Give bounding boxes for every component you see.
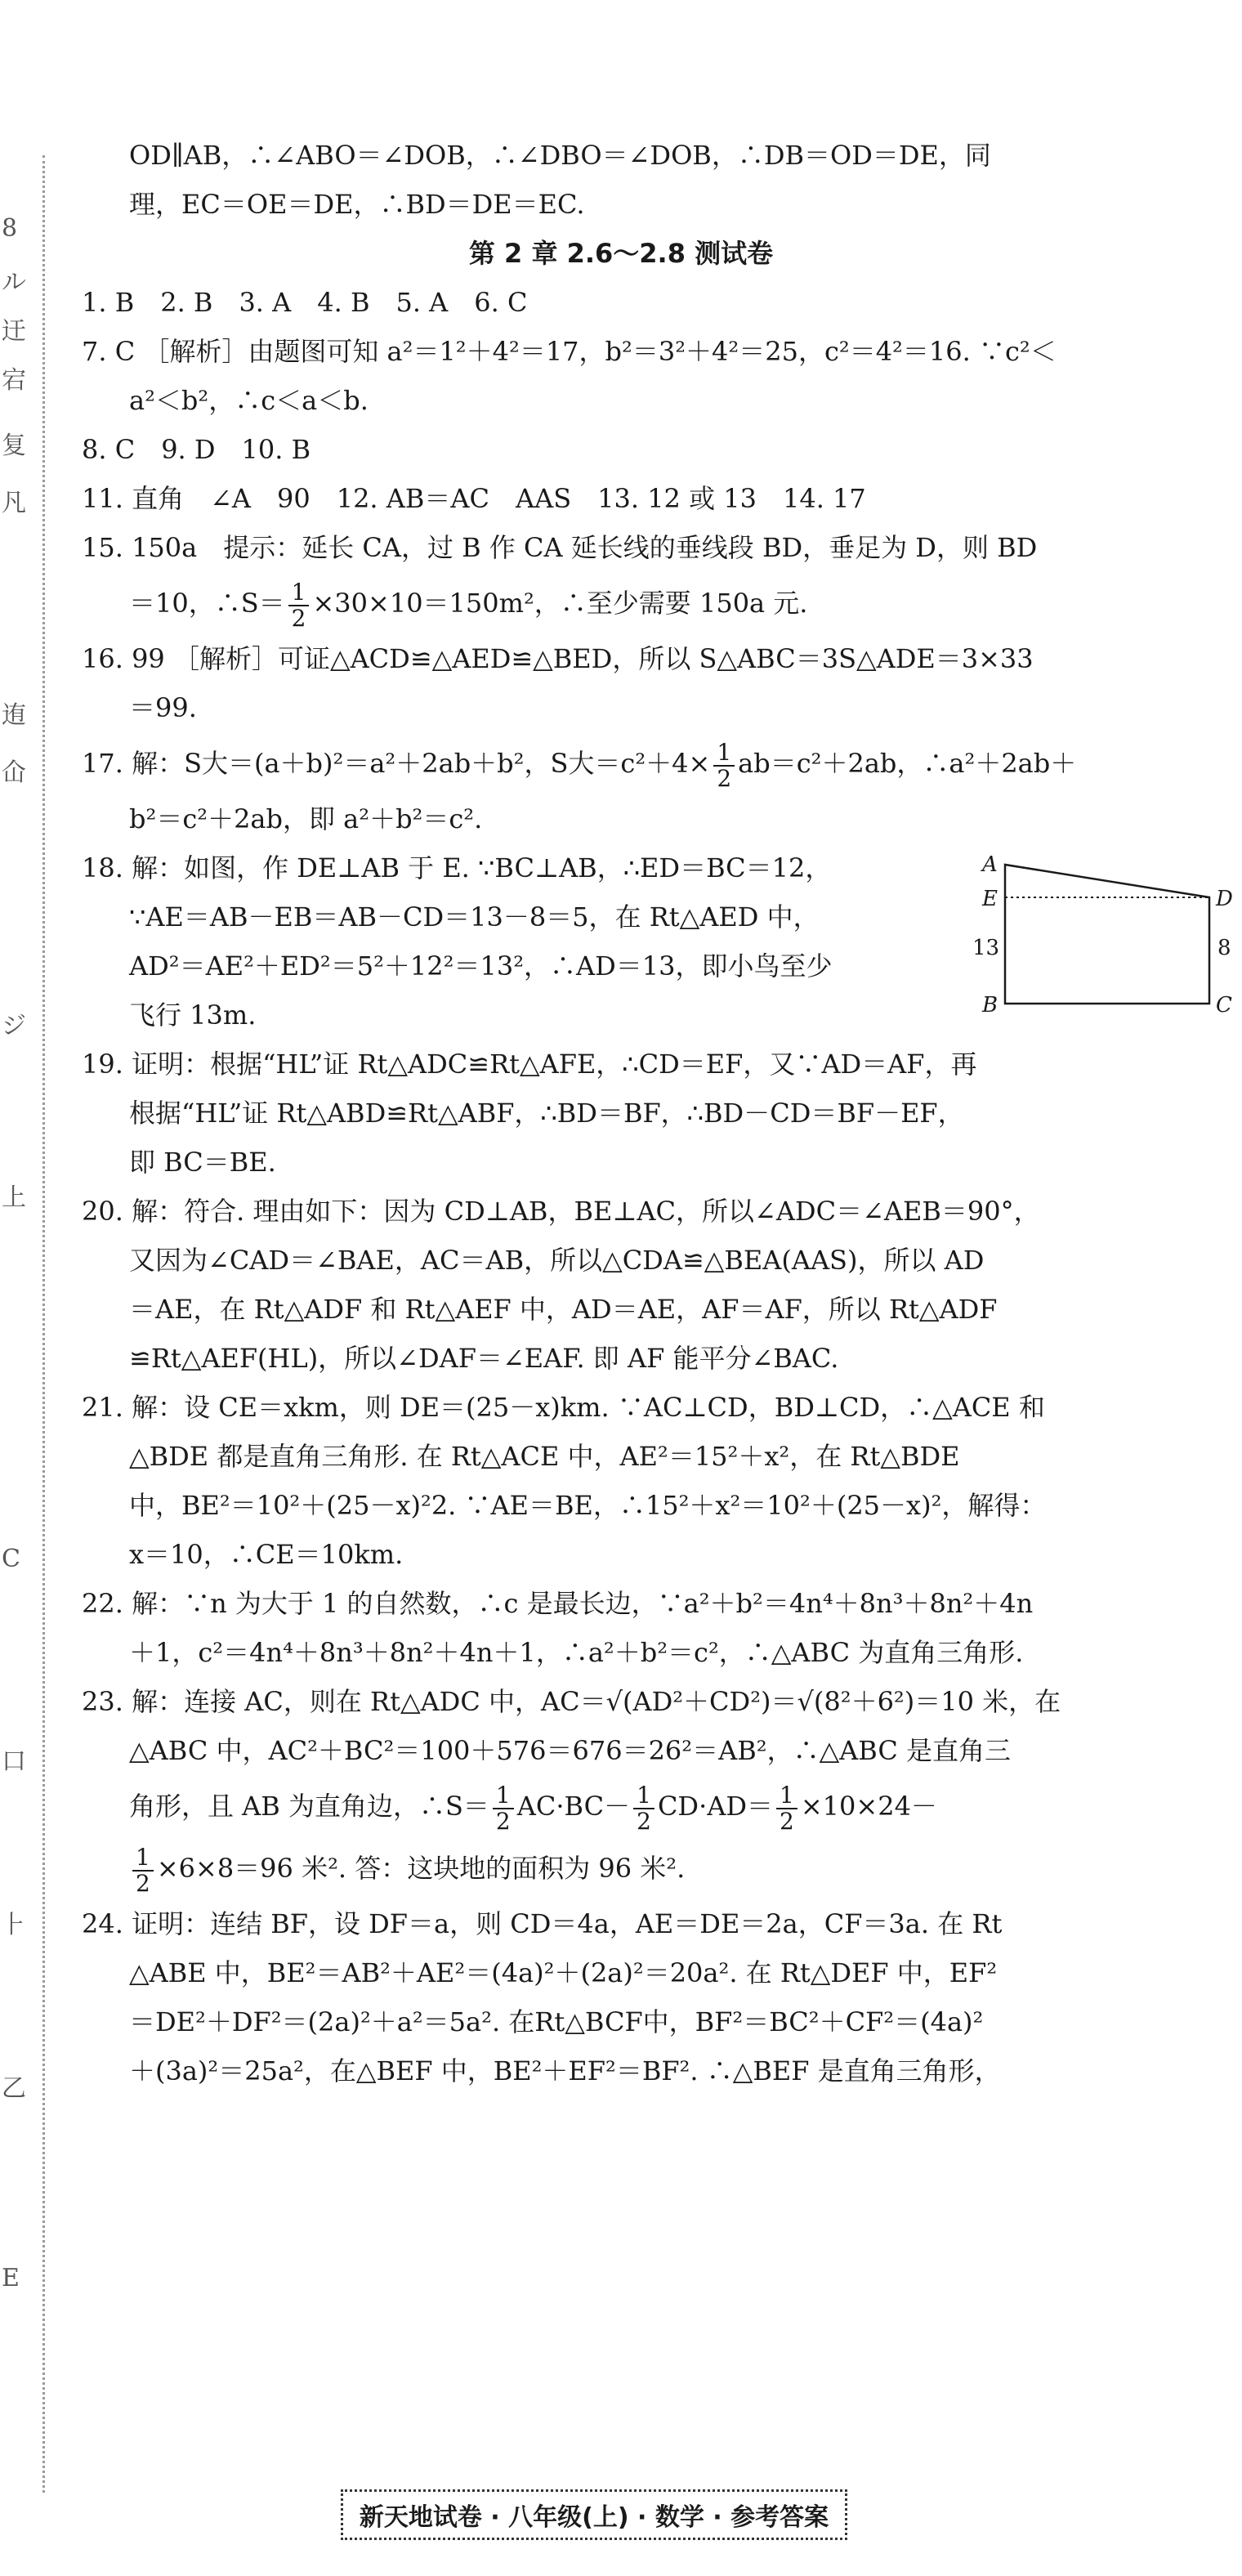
answer-line: 15. 150a 提示：延长 CA，过 B 作 CA 延长线的垂线段 BD，垂足为 D，则 BD — [82, 532, 1038, 563]
edge-char: 迶 — [2, 701, 26, 730]
answer-line: 18. 解：如图，作 DE⊥AB 于 E. ∵BC⊥AB，∴ED＝BC＝12， — [82, 852, 832, 883]
fraction-den: 2 — [717, 764, 732, 792]
text-span: AC·BC－ — [516, 1791, 631, 1822]
answer-line: 21. 解：设 CE＝xkm，则 DE＝(25－x)km. ∵AC⊥CD，BD⊥CD，∴△ACE 和 — [82, 1392, 1045, 1423]
answer-line: 23. 解：连接 AC，则在 Rt△ADC 中，AC＝√(AD²＋CD²)＝√(8²＋6²)＝10 米，在 — [82, 1686, 1061, 1717]
page-footer — [0, 2489, 1188, 2540]
figure-label-d: D — [1216, 887, 1233, 911]
answer-line: 7. C ［解析］由题图可知 a²＝1²＋4²＝17，b²＝3²＋4²＝25，c²＝4²＝16. ∵c²＜ — [82, 336, 1057, 367]
text-line — [82, 1837, 1160, 1899]
text-line: 中，BE²＝10²＋(25－x)²2. ∵AE＝BE，∴15²＋x²＝10²＋(25－x)²，解得： — [129, 1490, 1047, 1521]
edge-char: ジ — [2, 1012, 26, 1040]
text-line: x＝10，∴CE＝10km. — [129, 1539, 404, 1570]
text-line — [82, 572, 1160, 634]
text-span: ＝10，∴S＝ — [129, 588, 285, 619]
figure-label-a: A — [982, 852, 998, 877]
section-title: 第 2 章 2.6～2.8 测试卷 — [468, 238, 774, 269]
binding-margin — [0, 0, 41, 2452]
fraction — [132, 1845, 154, 1896]
text-span: CD·AD＝ — [657, 1791, 774, 1822]
fraction — [776, 1783, 797, 1834]
text-line: ＝AE，在 Rt△ADF 和 Rt△AEF 中，AD＝AE，AF＝AF，所以 Rt△ADF — [129, 1294, 998, 1325]
answer-line: 20. 解：符合. 理由如下：因为 CD⊥AB，BE⊥AC，所以∠ADC＝∠AEB＝90°， — [82, 1196, 1040, 1227]
fraction — [493, 1783, 514, 1834]
text-span: ×10×24－ — [800, 1791, 937, 1822]
text-line: ＋1，c²＝4n⁴＋8n³＋8n²＋4n＋1，∴a²＋b²＝c²，∴△ABC 为直角三角形. — [129, 1637, 1024, 1668]
text-span: 17. 解：S大＝(a＋b)²＝a²＋2ab＋b²，S大＝c²＋4× — [82, 748, 711, 779]
edge-char: C — [2, 1545, 20, 1573]
edge-char: 凡 — [2, 489, 26, 517]
answer-line: 11. 直角 ∠A 90 12. AB＝AC AAS 13. 12 或 13 14. 17 — [82, 483, 866, 514]
text-line: 根据“HL”证 Rt△ABD≌Rt△ABF，∴BD＝BF，∴BD－CD＝BF－EF， — [129, 1098, 964, 1129]
question-18 — [82, 843, 1233, 1040]
text-line: △ABC 中，AC²＋BC²＝100＋576＝676＝26²＝AB²，∴△ABC 是直角三 — [129, 1735, 1012, 1766]
fraction-den: 2 — [291, 604, 306, 632]
edge-char: 迀 — [2, 317, 26, 346]
edge-char: 仚 — [2, 758, 26, 787]
edge-char: E — [2, 2264, 20, 2292]
answer-line: 16. 99 ［解析］可证△ACD≌△AED≌△BED，所以 S△ABC＝3S△ADE＝3×33 — [82, 643, 1034, 674]
answer-line — [82, 732, 1160, 794]
text-line: ＋(3a)²＝25a²，在△BEF 中，BE²＋EF²＝BF². ∴△BEF 是直角三角形， — [129, 2055, 1001, 2086]
edge-char: 宕 — [2, 366, 26, 395]
text-line: △BDE 都是直角三角形. 在 Rt△ACE 中，AE²＝15²＋x²，在 Rt△BDE — [129, 1441, 960, 1472]
text-line: ∵AE＝AB－EB＝AB－CD＝13－8＝5，在 Rt△AED 中， — [129, 901, 820, 932]
text-line: OD∥AB，∴∠ABO＝∠DOB，∴∠DBO＝∠DOB，∴DB＝OD＝DE，同 — [129, 140, 991, 171]
fraction-num: 1 — [633, 1783, 655, 1809]
answer-line: 1. B 2. B 3. A 4. B 5. A 6. C — [82, 287, 528, 318]
answer-line: 24. 证明：连结 BF，设 DF＝a，则 CD＝4a，AE＝DE＝2a，CF＝3a. 在 Rt — [82, 1908, 1003, 1939]
text-line: ＝99. — [129, 692, 197, 723]
figure-side-13: 13 — [972, 936, 1000, 960]
figure-label-e: E — [982, 887, 998, 911]
edge-char: 口 — [2, 1747, 26, 1776]
fraction — [633, 1783, 655, 1834]
text-span: ×6×8＝96 米². 答：这块地的面积为 96 米². — [156, 1853, 686, 1884]
fraction-den: 2 — [495, 1807, 511, 1835]
fraction-num: 1 — [776, 1783, 797, 1809]
text-line: 飞行 13m. — [129, 1000, 257, 1031]
fraction-den: 2 — [136, 1869, 150, 1897]
fraction — [288, 580, 310, 631]
footer-label: 新天地试卷 · 八年级(上) · 数学 · 参考答案 — [341, 2489, 847, 2540]
text-line — [82, 1775, 1160, 1837]
figure-label-c: C — [1216, 993, 1232, 1017]
figure-side-8: 8 — [1217, 936, 1231, 960]
fraction-num: 1 — [132, 1845, 154, 1872]
text-line: 又因为∠CAD＝∠BAE，AC＝AB，所以△CDA≌△BEA(AAS)，所以 AD — [129, 1245, 985, 1276]
answer-line: 22. 解：∵n 为大于 1 的自然数，∴c 是最长边，∵a²＋b²＝4n⁴＋8n³＋8n²＋4n — [82, 1588, 1034, 1619]
figure-outline — [1005, 865, 1209, 1004]
text-line: △ABE 中，BE²＝AB²＋AE²＝(4a)²＋(2a)²＝20a². 在 Rt△DEF 中，EF² — [129, 1957, 998, 1988]
edge-char: 上 — [2, 1183, 26, 1212]
edge-char: 8 — [2, 214, 18, 243]
edge-char: ル — [2, 268, 26, 297]
text-line: a²＜b²，∴c＜a＜b. — [129, 385, 369, 416]
text-line: AD²＝AE²＋ED²＝5²＋12²＝13²，∴AD＝13，即小鸟至少 — [129, 950, 833, 982]
text-line: ≌Rt△AEF(HL)，所以∠DAF＝∠EAF. 即 AF 能平分∠BAC. — [129, 1343, 839, 1374]
text-span: 角形，且 AB 为直角边，∴S＝ — [129, 1791, 489, 1822]
trapezoid-figure — [964, 848, 1242, 1036]
text-line: ＝DE²＋DF²＝(2a)²＋a²＝5a². 在Rt△BCF中，BF²＝BC²＋CF²＝(4a)² — [129, 2006, 984, 2037]
text-span: ab＝c²＋2ab，∴a²＋2ab＋ — [738, 748, 1077, 779]
edge-char: 乙 — [2, 2074, 26, 2103]
fraction-num: 1 — [493, 1783, 514, 1809]
fraction-num: 1 — [288, 580, 310, 606]
fraction — [713, 740, 735, 791]
figure-label-b: B — [982, 993, 999, 1017]
answer-line: 8. C 9. D 10. B — [82, 434, 311, 465]
text-line: 即 BC＝BE. — [129, 1147, 276, 1178]
text-line: b²＝c²＋2ab，即 a²＋b²＝c². — [129, 803, 483, 834]
answer-content — [82, 131, 1233, 2095]
cut-line — [42, 155, 45, 2493]
text-line: 理，EC＝OE＝DE，∴BD＝DE＝EC. — [129, 189, 585, 220]
edge-char: 复 — [2, 432, 26, 460]
fraction-den: 2 — [637, 1807, 651, 1835]
text-span: ×30×10＝150m²，∴至少需要 150a 元. — [312, 588, 808, 619]
edge-char: ⺊ — [2, 1911, 26, 1939]
answer-line: 19. 证明：根据“HL”证 Rt△ADC≌Rt△AFE，∴CD＝EF，又∵AD＝AF，再 — [82, 1049, 977, 1080]
fraction-num: 1 — [713, 740, 735, 767]
fraction-den: 2 — [780, 1807, 794, 1835]
